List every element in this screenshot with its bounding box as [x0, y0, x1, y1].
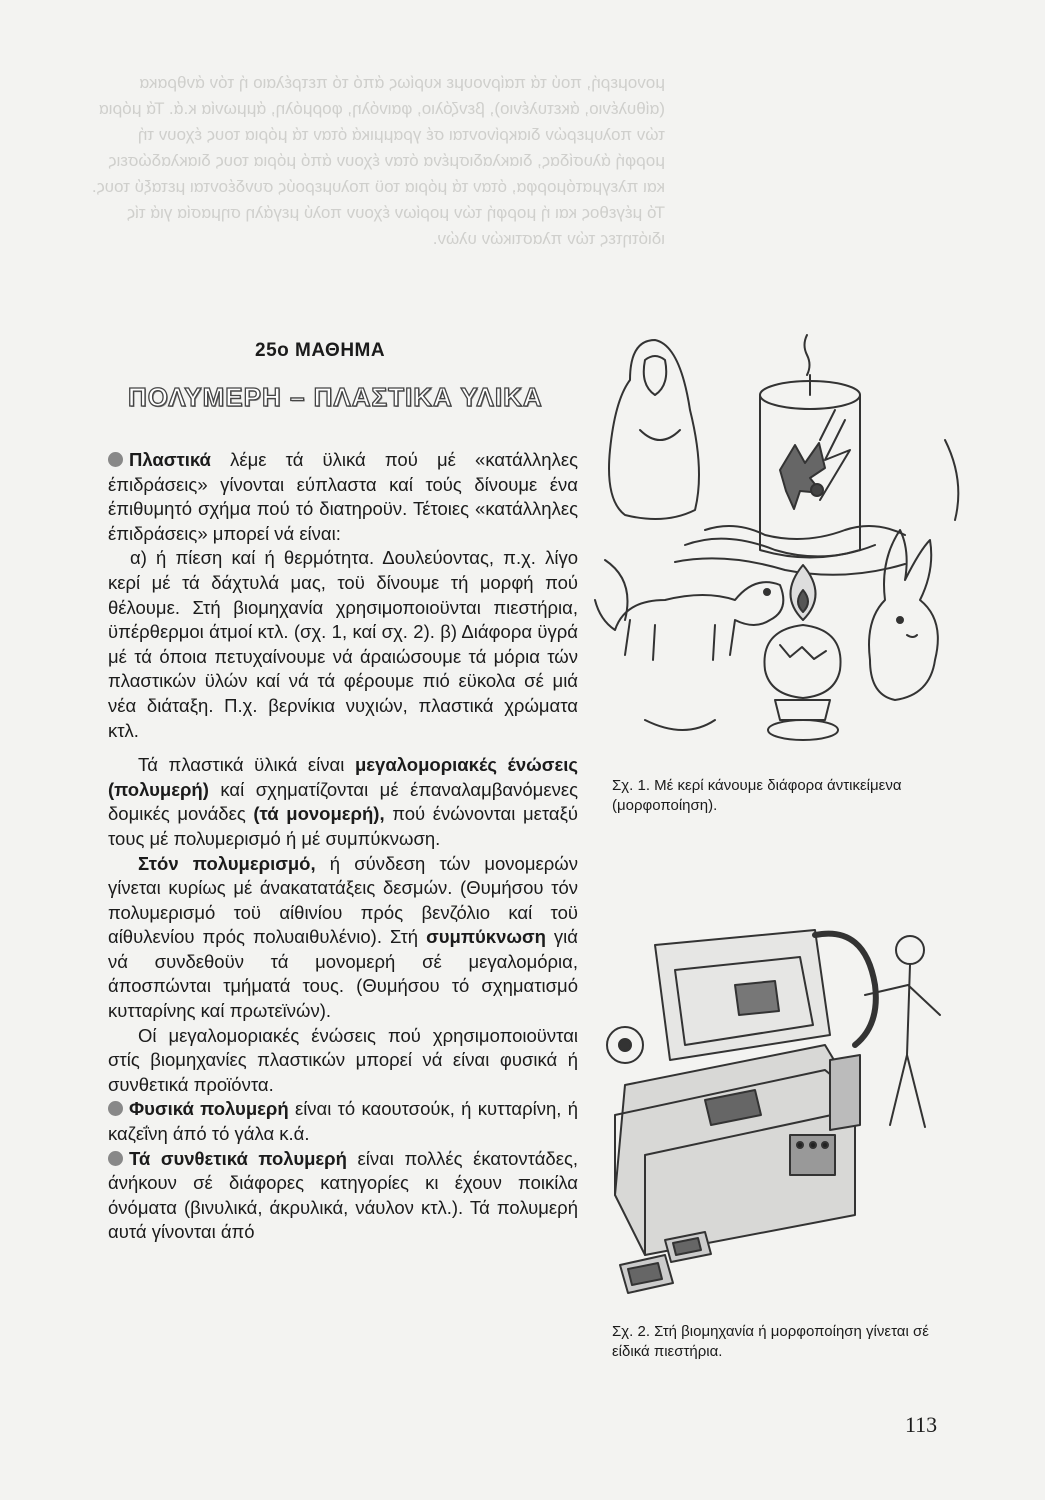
- chapter-title: ΠΟΛΥΜΕΡΗ – ΠΛΑΣΤΙΚΑ ΥΛΙΚΑ: [128, 382, 543, 412]
- paragraph-macromolecules: Τά πλαστικά ϋλικά είναι μεγαλομοριακές ένώσεις (πολυμερή) καί σχηματίζονται μέ έπαναλαμβανόμενες δομικές μονάδες (τά μονομερή), πού ένώνονται μεταξύ τους μέ πολυμερισμό ή μέ συμπύκνωση.: [108, 754, 578, 849]
- figure-2-industrial-press: [585, 895, 980, 1315]
- paragraph-pressure-heat: α) ή πίεση καί ή θερμότητα. Δουλεύοντας, π.χ. λίγο κερί μέ τά δάχτυλά μας, τοϋ δίνουμε τή μορφή πού θέλουμε. Στή βιομηχανία χρησιμοποιοϋνται πιεστήρια, ϋπέρθερμοι άτμοί κτλ. (σχ. 1, καί σχ. 2). β) Διάφορα ϋγρά μέ τά όποια πετυχαίνουμε νά άραιώσουμε τά μόρια τών πλαστικών ϋλών καί νά τά φέρουμε πιό εϋκολα σέ μιά νέα διάταξη. Π.χ. βερνίκια νυχιών, πλαστικά χρώματα κτλ.: [108, 547, 578, 741]
- paragraph-natural-synthetic: Οί μεγαλομοριακές ένώσεις πού χρησιμοποιοϋνται στίς βιομηχανίες πλαστικών μπορεί νά είναι φυσικά ή συνθετικά προϊόντα.: [108, 1024, 578, 1095]
- bullet-icon: [108, 1151, 123, 1166]
- figure-2-caption: Σχ. 2. Στή βιομηχανία ή μορφοποίηση γίνεται σέ είδικά πιεστήρια.: [612, 1323, 929, 1360]
- bullet-icon: [108, 1101, 123, 1116]
- paragraph-natural-polymers: Φυσικά πολυμερή είναι τό καουτσούκ, ή κυτταρίνη, ή καζεΐνη άπό τό γάλα κ.ά.: [108, 1098, 578, 1145]
- lesson-title: 25ο ΜΑΘΗΜΑ: [255, 340, 386, 361]
- bleed-through-text: μονομερή, πού τά παίρνουμε κυρίως άπό τό πετρέλαιο ή τόν άνθρακα (αίθυλένιο, άκετυλένιο), βενζόλιο, φαινόλη, φορμόλη, άμμωνία κ.ά. Τά μόρια τών πολυμερών διακρίνονται σέ γραμμικά όταν τά μόρια τους έχουν τή μορφή άλυσίδας, διακλαδισμένα όταν έχουν άπό μόρια τους διακλαδώσεις και πλεγματόμορφα, όταν τά μόρια τοϋ πολυμερούς συνδέονται μεταξύ τους. Τό μέγεθος και ή μορφή τών μορίων έχουν πολύ μεγάλη σημασία γιά τίς ιδιότητες τών πλαστικών υλών.: [91, 73, 665, 248]
- stick-figure-head: [896, 936, 924, 964]
- paragraph-polymerization: Στόν πολυμερισμό, ή σύνδεση τών μονομερών γίνεται κυρίως μέ άνακατατάξεις δεσμών. (Θυμήσου τόν πολυμερισμό τοϋ αίθινίου πρός βενζόλιο καί τοϋ αίθυλενίου πρός πολυαιθυλένιο). Στή συμπύκνωση γιά νά συνδεθοϋν τά μονομερή σέ μεγαλομόρια, άποσπώνται τμήματά τους. (Θυμήσου τό σχηματισμό κυτταρίνης καί πρωτεϊνών).: [108, 852, 578, 1022]
- paragraph-plastics-definition: Πλαστικά λέμε τά ϋλικά πού μέ «κατάλληλες έπιδράσεις» γίνονται εύπλαστα καί τούς δίνουμε ένα έπιθυμητό σχήμα πού τό διατηροϋν. Τέτοιες «κατάλληλες έπιδράσεις» μπορεί νά είναι:: [108, 449, 578, 544]
- figure-1-caption: Σχ. 1. Μέ κερί κάνουμε διάφορα άντικείμενα (μορφοποίηση).: [612, 777, 902, 814]
- paragraph-synthetic-polymers: Τά συνθετικά πολυμερή είναι πολλές έκατοντάδες, άνήκουν σέ διάφορες κατηγορίες κι έχουν ποικίλα όνόματα (βινυλικά, άκρυλικά, νάυλον κτλ.). Τά πολυμερή αυτά γίνονται άπό: [108, 1147, 578, 1243]
- page-number: 113: [905, 1412, 938, 1437]
- main-text-column: [108, 448, 578, 1245]
- figure-1-wax-objects: [585, 300, 980, 770]
- hooded-figure: [609, 340, 699, 519]
- bullet-icon: [108, 452, 123, 467]
